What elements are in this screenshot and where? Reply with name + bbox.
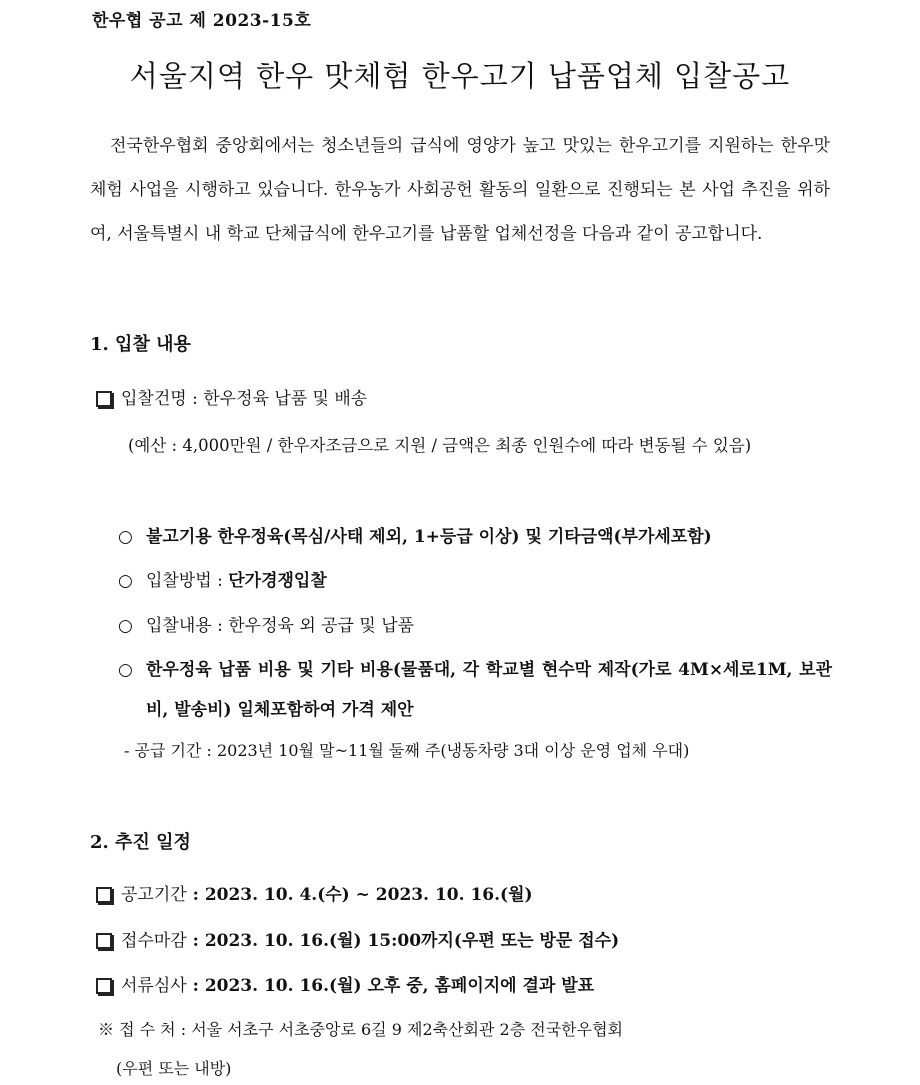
checkbox-icon: [96, 887, 112, 903]
circle-bullet-icon: ○: [118, 616, 133, 636]
schedule-value: : 2023. 10. 16.(월) 15:00까지(우편 또는 방문 접수): [186, 931, 620, 951]
schedule-label: 서류심사: [121, 976, 187, 996]
receipt-place: ※ 접 수 처 : 서울 서초구 서초중앙로 6길 9 제2축산회관 2층 전국한우협회: [98, 1020, 623, 1039]
bid-item-1-text: 불고기용 한우정육(목심/사태 제외, 1+등급 이상) 및 기타금액(부가세포함): [146, 527, 712, 547]
bid-item-2-value: 단가경쟁입찰: [228, 571, 327, 591]
intro-paragraph: 전국한우협회 중앙회에서는 청소년들의 급식에 영양가 높고 맛있는 한우고기를 지원하는 한우맛체험 사업을 시행하고 있습니다. 한우농가 사회공헌 활동의 일환으로 진행되는 본 사업 추진을 위하여, 서울특별시 내 학교 단체급식에 한우고기를 납품할 업체선정을 다음과 같이 공고합니다.: [90, 136, 830, 244]
schedule-value: : 2023. 10. 4.(수) ~ 2023. 10. 16.(월): [186, 885, 533, 905]
schedule-item-review: [96, 971, 594, 996]
schedule-label: 공고기간: [121, 885, 187, 905]
checkbox-icon: [96, 978, 112, 994]
schedule-item-deadline: [96, 926, 619, 951]
bid-item-3-text: 입찰내용 : 한우정육 외 공급 및 납품: [146, 616, 415, 636]
schedule-label: 접수마감: [121, 931, 187, 951]
document-title: 서울지역 한우 맛체험 한우고기 납품업체 입찰공고: [129, 59, 791, 93]
circle-bullet-icon: ○: [118, 527, 133, 547]
bid-name-item: [96, 384, 367, 409]
checkbox-icon: [96, 391, 112, 407]
circle-bullet-icon: ○: [118, 660, 133, 680]
bid-item-3: [118, 607, 832, 645]
bid-name-text: 입찰건명 : 한우정육 납품 및 배송: [121, 389, 368, 409]
bid-item-4: [118, 650, 832, 730]
bid-item-1: [118, 518, 832, 556]
bid-item-2: [118, 562, 832, 600]
section1-heading: 1. 입찰 내용: [90, 334, 191, 355]
checkbox-icon: [96, 933, 112, 949]
circle-bullet-icon: ○: [118, 571, 133, 591]
schedule-value: : 2023. 10. 16.(월) 오후 중, 홈페이지에 결과 발표: [186, 976, 595, 996]
budget-note: (예산 : 4,000만원 / 한우자조금으로 지원 / 금액은 최종 인원수에 따라 변동될 수 있음): [128, 436, 752, 455]
bid-item-4-text: 한우정육 납품 비용 및 기타 비용(물품대, 각 학교별 현수막 제작(가로 4M×세로1M, 보관비, 발송비) 일체포함하여 가격 제안: [146, 660, 832, 720]
section2-heading: 2. 추진 일정: [90, 832, 191, 853]
schedule-item-announcement: [96, 880, 533, 905]
bid-item-2-label: 입찰방법 :: [146, 571, 229, 591]
notice-number: 한우협 공고 제 2023-15호: [92, 11, 312, 31]
supply-period: - 공급 기간 : 2023년 10월 말~11월 둘째 주(냉동차량 3대 이상 운영 업체 우대): [124, 741, 690, 760]
receipt-method: (우편 또는 내방): [116, 1059, 232, 1078]
